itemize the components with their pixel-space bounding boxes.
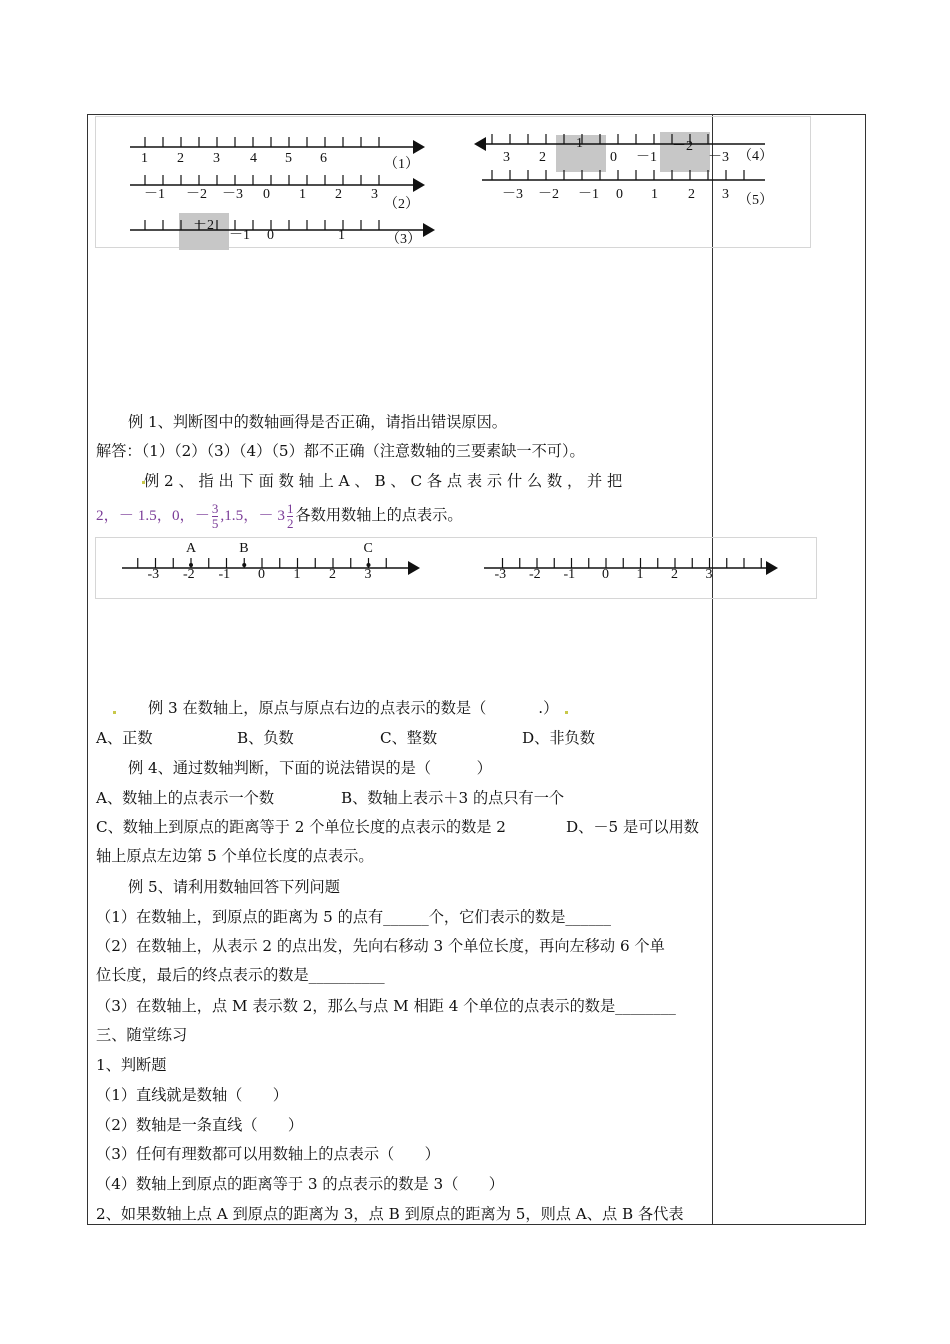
judge-item-2: （2）数轴是一条直线（ ） bbox=[96, 1116, 304, 1134]
ex2-left-arrow bbox=[408, 561, 420, 575]
example3-question bbox=[96, 697, 708, 719]
ex2-right-tick-label: -1 bbox=[563, 567, 576, 582]
example2-line2 bbox=[96, 498, 708, 532]
ex2-left-tick-label: 1 bbox=[293, 567, 301, 582]
axis-4-label: 2 bbox=[539, 150, 546, 165]
axis-5-label: －1 bbox=[578, 187, 599, 202]
axis-3-label: －1 bbox=[229, 228, 250, 243]
example1-question: 例 1、判断图中的数轴画得是否正确，请指出错误原因。 bbox=[128, 413, 507, 431]
axis-4-label: 3 bbox=[503, 150, 510, 165]
example2-line1: 例 2 、 指 出 下 面 数 轴 上 A 、 B 、 C 各 点 表 示 什 么 数 ， 并 把 bbox=[144, 472, 623, 490]
axis-1-label: 5 bbox=[285, 151, 292, 166]
example3-close: .） bbox=[538, 699, 559, 717]
section3-q2: 2、如果数轴上点 A 到原点的距离为 3，点 B 到原点的距离为 5，则点 A、点 B 各代表 bbox=[96, 1205, 684, 1223]
example5-q3: （3）在数轴上，点 M 表示数 2，那么与点 M 相距 4 个单位的点表示的数是________ bbox=[96, 997, 676, 1015]
example2-number-lines bbox=[0, 530, 950, 600]
axis-5-tag: （5） bbox=[738, 193, 773, 208]
fraction-numerator: 1 bbox=[286, 500, 294, 516]
example4-option-c: C、数轴上到原点的距离等于 2 个单位长度的点表示的数是 2 bbox=[96, 818, 506, 836]
judge-item-4: （4）数轴上到原点的距离等于 3 的点表示的数是 3（ ） bbox=[96, 1175, 504, 1193]
axis-2-label: 2 bbox=[335, 187, 342, 202]
axis-1-tag: （1） bbox=[384, 157, 419, 172]
judge-item-3: （3）任何有理数都可以用数轴上的点表示（ ） bbox=[96, 1145, 440, 1163]
axis-5-label: 2 bbox=[688, 187, 695, 202]
ex2-right-tick-label: -2 bbox=[529, 567, 541, 582]
axis-5-label: 1 bbox=[651, 187, 658, 202]
example4-option-d-start: D、－5 是可以用数 bbox=[566, 818, 699, 836]
ex2-left-point-label: B bbox=[239, 541, 249, 556]
axis-4-label: 0 bbox=[610, 150, 617, 165]
ex2-right-tick-label: -3 bbox=[494, 567, 507, 582]
fraction-numerator: 3 bbox=[211, 500, 219, 516]
example4-option-a: A、数轴上的点表示一个数 bbox=[96, 789, 275, 807]
ex2-right-tick-label: 1 bbox=[636, 567, 644, 582]
axis-5-label: －3 bbox=[502, 187, 523, 202]
example3-option-c: C、整数 bbox=[380, 729, 438, 747]
example5-q2-line2: 位长度，最后的终点表示的数是__________ bbox=[96, 966, 385, 984]
axis-3-label: 1 bbox=[338, 228, 345, 243]
axis-1-label: 4 bbox=[250, 151, 257, 166]
axis-3-label: －2 bbox=[193, 218, 214, 233]
ex2-right-tick-label: 3 bbox=[705, 567, 713, 582]
example3-question-text: 例 3 在数轴上，原点与原点右边的点表示的数是（ bbox=[148, 699, 487, 717]
ex2-left-point-a bbox=[189, 563, 193, 567]
axis-3-label: 0 bbox=[267, 228, 274, 243]
axis-2-label: 1 bbox=[299, 187, 306, 202]
ex2-left-point-label: A bbox=[186, 541, 197, 556]
axis-3 bbox=[130, 218, 435, 247]
fraction-denominator: 5 bbox=[211, 515, 219, 531]
ex2-left-tick-label: -2 bbox=[183, 567, 195, 582]
axis-5-label: －2 bbox=[538, 187, 559, 202]
ex2-left-tick-label: 0 bbox=[258, 567, 265, 582]
axis-4-label: 1 bbox=[576, 136, 583, 151]
ex2-right-tick-label: 2 bbox=[671, 567, 678, 582]
axis-4 bbox=[474, 134, 773, 165]
axis-2-label: 3 bbox=[371, 187, 378, 202]
example5-title: 例 5、请利用数轴回答下列问题 bbox=[128, 878, 340, 896]
axis-4-label: －2 bbox=[672, 139, 693, 154]
ex2-left-point-c bbox=[367, 563, 371, 567]
ex2-left-point-label: C bbox=[363, 541, 373, 556]
axis-3-tag: （3） bbox=[386, 232, 421, 247]
example5-q2-line1: （2）在数轴上，从表示 2 的点出发，先向右移动 3 个单位长度，再向左移动 6 个单 bbox=[96, 937, 665, 955]
axis-2-label: －2 bbox=[186, 187, 207, 202]
axis-4-tag: （4） bbox=[738, 149, 773, 164]
axis-5-label: 0 bbox=[616, 187, 623, 202]
section3-title: 三、随堂练习 bbox=[96, 1026, 188, 1044]
example1-answer: 解答：（1）（2）（3）（4）（5）都不正确（注意数轴的三要素缺一不可）。 bbox=[96, 442, 585, 460]
axis-5 bbox=[482, 170, 773, 208]
ex2-left-tick-label: 2 bbox=[329, 567, 336, 582]
example5-q1: （1）在数轴上，到原点的距离为 5 的点有______个，它们表示的数是______ bbox=[96, 908, 611, 926]
axis-2-label: －1 bbox=[144, 187, 165, 202]
axis-4-label: －3 bbox=[708, 150, 729, 165]
ex2-left-tick-label: -3 bbox=[147, 567, 160, 582]
figure-axes bbox=[0, 0, 950, 260]
ex2-left-tick-label: -1 bbox=[218, 567, 231, 582]
axis-1-label: 1 bbox=[141, 151, 148, 166]
ex2-left-tick-label: 3 bbox=[364, 567, 372, 582]
axis-5-label: 3 bbox=[722, 187, 729, 202]
example4-question: 例 4、通过数轴判断，下面的说法错误的是（ ） bbox=[128, 759, 492, 777]
fraction-three-fifths bbox=[212, 502, 219, 531]
example4-option-b: B、数轴上表示＋3 的点只有一个 bbox=[341, 789, 565, 807]
ex2-left-point-b bbox=[242, 563, 246, 567]
example3-option-b: B、负数 bbox=[237, 729, 294, 747]
ex2-right-arrow bbox=[766, 561, 778, 575]
axis-4-label: －1 bbox=[636, 150, 657, 165]
ex2-right-tick-label: 0 bbox=[602, 567, 609, 582]
axis-1-label: 2 bbox=[177, 151, 184, 166]
example2-line2-suffix: 各数用数轴上的点表示。 bbox=[295, 506, 463, 524]
example2-numbers-prefix: 2，－ 1.5，0，－ bbox=[96, 507, 210, 524]
axis-1 bbox=[130, 137, 425, 172]
judge-item-1: （1）直线就是数轴（ ） bbox=[96, 1086, 288, 1104]
fraction-one-half bbox=[287, 502, 294, 531]
fraction-denominator: 2 bbox=[286, 515, 294, 531]
section3-sub1: 1、判断题 bbox=[96, 1056, 167, 1074]
example2-numbers-mid: ,1.5，－ 3 bbox=[220, 507, 285, 524]
example3-option-d: D、非负数 bbox=[522, 729, 595, 747]
axis-2-tag: （2） bbox=[384, 197, 419, 212]
axis-1-label: 3 bbox=[213, 151, 220, 166]
axis-2 bbox=[130, 175, 425, 212]
marker-dot bbox=[565, 711, 568, 714]
example4-option-d-end: 轴上原点左边第 5 个单位长度的点表示。 bbox=[96, 847, 374, 865]
example3-option-a: A、正数 bbox=[96, 729, 153, 747]
table-column-divider bbox=[712, 114, 713, 1225]
axis-2-label: －3 bbox=[222, 187, 243, 202]
axis-2-label: 0 bbox=[263, 187, 270, 202]
axis-1-label: 6 bbox=[320, 151, 327, 166]
